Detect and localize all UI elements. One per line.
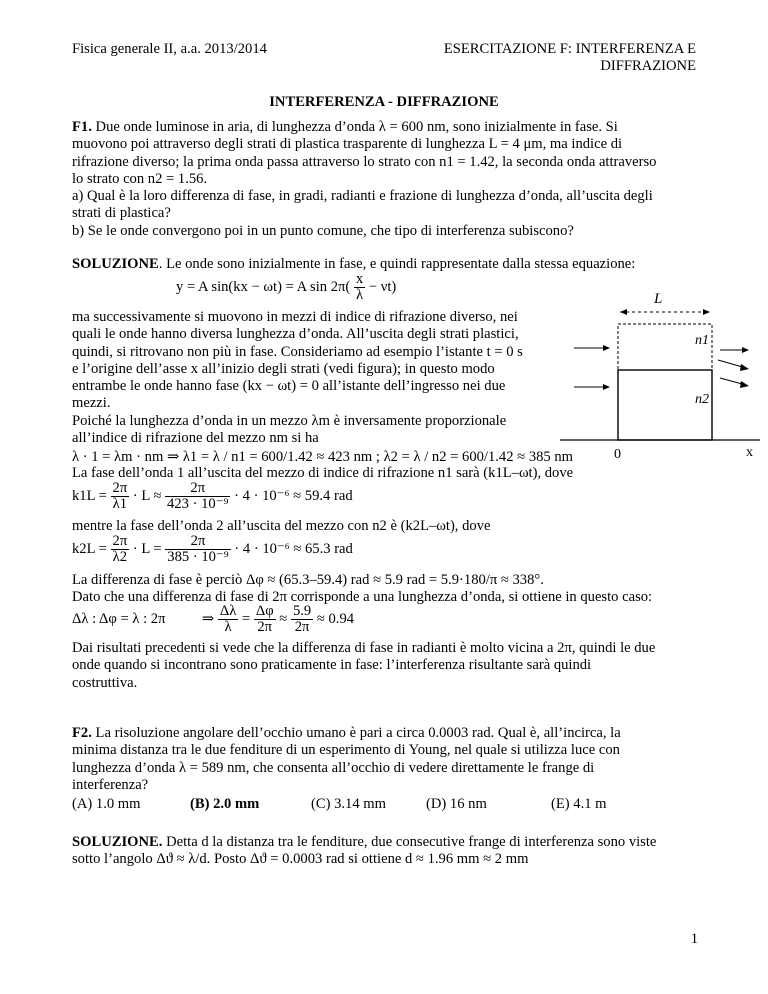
f2-problem bbox=[72, 725, 702, 794]
f2-option-c: (C) 3.14 mm bbox=[311, 796, 386, 812]
sol1-label: SOLUZIONE bbox=[72, 256, 159, 272]
fraction-denominator: λ1 bbox=[112, 496, 128, 512]
sol1-line: entrambe le onde hanno fase (kx − ωt) = 0 all’istante dell’ingresso nei due bbox=[72, 378, 506, 395]
sol1-line: Dai risultati precedenti si vede che la differenza di fase in radianti è molto vicina a 2π, quindi le due bbox=[72, 640, 656, 656]
sol1-line: quindi, si ritrovano non più in fase. Consideriamo ad esempio l’istante t = 0 s bbox=[72, 343, 523, 360]
figure-origin-label: 0 bbox=[614, 447, 621, 462]
figure-arrowhead bbox=[742, 347, 749, 353]
f1-problem bbox=[72, 119, 702, 240]
sol1-line: quali le onde hanno diversa lunghezza d’onda. All’uscita degli strati plastici, bbox=[72, 326, 519, 343]
equation-phase1 bbox=[72, 481, 353, 512]
sol1-conclusion bbox=[72, 640, 702, 692]
sol1-phase2-text: mentre la fase dell’onda 2 all’uscita del mezzo con n2 è (k2L–ωt), dove bbox=[72, 518, 491, 534]
f1-line: lo strato con n2 = 1.56. bbox=[72, 170, 208, 187]
equation-fraction bbox=[254, 604, 276, 635]
fraction-numerator: x bbox=[355, 271, 364, 287]
equation-right: · 4 · 10⁻⁶ ≈ 59.4 rad bbox=[234, 487, 353, 504]
header-course: Fisica generale II, a.a. 2013/2014 bbox=[72, 41, 267, 57]
equation-wave-right: − νt) bbox=[368, 278, 397, 295]
equation-left: Δλ : Δφ = λ : 2π ⇒ bbox=[72, 610, 215, 627]
sol1-line: ma successivamente si muovono in mezzi di indice di rifrazione diverso, nei bbox=[72, 309, 518, 325]
sol1-wavelength-fraction-text: Dato che una differenza di fase di 2π corrisponde a una lunghezza d’onda, si ottiene in questo caso: bbox=[72, 589, 653, 605]
fraction-denominator: 2π bbox=[257, 619, 273, 635]
f1-line: Due onde luminose in aria, di lunghezza d’onda λ = 600 nm, sono inizialmente in fase. Si bbox=[95, 119, 618, 135]
equation-mid: · L = bbox=[132, 540, 162, 557]
fraction-denominator: λ2 bbox=[112, 549, 128, 565]
fraction-denominator: 2π bbox=[294, 619, 310, 635]
figure-arrowhead bbox=[603, 384, 610, 390]
figure-arrowhead bbox=[603, 345, 610, 351]
equation-wavelengths: λ · 1 = λm · nm ⇒ λ1 = λ / n1 = 600/1.42 ≈ 423 nm ; λ2 = λ / n2 = 600/1.42 ≈ 385 nm bbox=[72, 449, 574, 465]
fraction-numerator: 2π bbox=[112, 533, 128, 549]
header-section bbox=[426, 41, 696, 75]
fraction-denominator: λ bbox=[224, 619, 232, 635]
f1-line: muovono poi attraverso degli strati di plastica trasparente di lunghezza L = 4 μm, ma indice di bbox=[72, 136, 623, 153]
f2-option-b-correct: (B) 2.0 mm bbox=[190, 796, 260, 812]
equation-left: k2L = bbox=[72, 540, 107, 557]
equation-proportion: Δλ : Δφ = λ : 2π ⇒ $\frac{\Delta\lambda}{\lambda}$ = $\frac{\Delta\varphi}{2\pi}$ ≈ $\frac{5.9}{2\pi}$ ≈ 0.94 bbox=[72, 603, 355, 635]
figure-L-arrow-right bbox=[703, 309, 710, 315]
fraction-numerator: 2π bbox=[112, 480, 128, 496]
figure-L-label: L bbox=[654, 291, 663, 307]
sol1-line: mezzi. bbox=[72, 395, 111, 412]
f1-label: F1. bbox=[72, 119, 92, 135]
equation-right: ≈ 0.94 bbox=[316, 610, 355, 627]
equation-wave bbox=[176, 272, 396, 303]
fraction-denominator: 385 · 10⁻⁹ bbox=[167, 549, 229, 565]
sol1-intro-text: . Le onde sono inizialmente in fase, e quindi rappresentate dalla stessa equazione: bbox=[158, 256, 636, 272]
sol2-line: sotto l’angolo Δϑ ≈ λ/d. Posto Δϑ = 0.0003 rad si ottiene d ≈ 1.96 mm ≈ 2 mm bbox=[72, 851, 529, 868]
sol1-phase-difference: La differenza di fase è perciò Δφ ≈ (65.3–59.4) rad ≈ 5.9 rad = 5.9·180/π ≈ 338°. bbox=[72, 572, 544, 588]
f2-option-e: (E) 4.1 m bbox=[551, 796, 607, 812]
fraction-numerator: 2π bbox=[165, 534, 230, 550]
f1-line: b) Se le onde convergono poi in un punto comune, che tipo di interferenza subiscono? bbox=[72, 222, 574, 239]
equation-mid: · L ≈ bbox=[132, 487, 162, 504]
sol1-line: costruttiva. bbox=[72, 674, 138, 691]
fraction-denominator: 423 · 10⁻⁹ bbox=[167, 496, 229, 512]
fraction-numerator: 5.9 bbox=[292, 603, 312, 619]
figure-L-arrow-left bbox=[620, 309, 627, 315]
equation-fraction bbox=[218, 604, 238, 635]
equation-fraction bbox=[111, 534, 130, 565]
sol1-line: e l’origine dell’asse x all’inizio degli strati (vedi figura); in questo modo bbox=[72, 360, 495, 377]
equation-fraction bbox=[111, 481, 130, 512]
layers-figure bbox=[560, 286, 760, 464]
sol1-line: all’indice di rifrazione del mezzo nm si ha bbox=[72, 430, 319, 447]
fraction-numerator: Δλ bbox=[219, 603, 237, 619]
f1-line: rifrazione diverso; la prima onda passa attraverso lo strato con n1 = 1.42, la seconda onda attraverso bbox=[72, 153, 657, 170]
fraction-denominator: λ bbox=[356, 287, 364, 303]
header-section-line1: ESERCITAZIONE F: INTERFERENZA E bbox=[443, 41, 696, 57]
f2-line: minima distanza tra le due fenditure di un esperimento di Young, nel quale si utilizza luce con bbox=[72, 742, 620, 759]
sol1-line: Poiché la lunghezza d’onda in un mezzo λm è inversamente proporzionale bbox=[72, 412, 507, 429]
f2-label: F2. bbox=[72, 725, 92, 741]
header-section-line2: DIFFRAZIONE bbox=[600, 58, 696, 74]
page-number: 1 bbox=[690, 931, 698, 947]
sol1-phase1-text: La fase dell’onda 1 all’uscita del mezzo di indice di rifrazione n1 sarà (k1L–ωt), dove bbox=[72, 465, 574, 481]
sol1-intro bbox=[72, 256, 702, 273]
figure-arrowhead bbox=[740, 364, 749, 371]
fraction-numerator: 2π bbox=[165, 481, 230, 497]
figure-arrowhead bbox=[740, 381, 749, 388]
f1-line: strati di plastica? bbox=[72, 205, 171, 222]
equation-fraction bbox=[165, 481, 230, 512]
sol2 bbox=[72, 834, 702, 869]
figure-n1-label: n1 bbox=[695, 333, 709, 348]
figure-n2-label: n2 bbox=[695, 392, 709, 407]
f2-option-a: (A) 1.0 mm bbox=[72, 796, 141, 812]
sol2-label: SOLUZIONE. bbox=[72, 834, 163, 850]
equation-wave-fraction bbox=[354, 272, 365, 303]
equation-left: k1L = bbox=[72, 487, 107, 504]
equation-fraction bbox=[165, 534, 230, 565]
f2-line: interferenza? bbox=[72, 776, 149, 793]
f2-line: La risoluzione angolare dell’occhio umano è pari a circa 0.0003 rad. Qual è, all’incirca, la bbox=[95, 725, 621, 741]
f1-line: a) Qual è la loro differenza di fase, in gradi, radianti e frazione di lunghezza d’onda, all’uscita degli bbox=[72, 188, 653, 205]
page-title: INTERFERENZA - DIFFRAZIONE bbox=[269, 94, 499, 110]
sol2-line: Detta d la distanza tra le fenditure, due consecutive frange di interferenza sono viste bbox=[162, 834, 657, 850]
equation-phase2 bbox=[72, 534, 353, 565]
fraction-numerator: Δφ bbox=[255, 603, 274, 619]
equation-wave-left: y = A sin(kx − ωt) = A sin 2π( bbox=[176, 278, 351, 295]
sol1-line: onde quando si incontrano sono praticamente in fase: l’interferenza risultante sarà quindi bbox=[72, 657, 592, 674]
figure-x-label: x bbox=[746, 445, 753, 460]
equation-right: · 4 · 10⁻⁶ ≈ 65.3 rad bbox=[234, 540, 353, 557]
equation-fraction bbox=[291, 604, 313, 635]
f2-line: lunghezza d’onda λ = 589 nm, che consenta all’occhio di vedere direttamente le frange di bbox=[72, 759, 595, 776]
f2-option-d: (D) 16 nm bbox=[426, 796, 487, 812]
sol1-paragraph bbox=[72, 309, 612, 447]
